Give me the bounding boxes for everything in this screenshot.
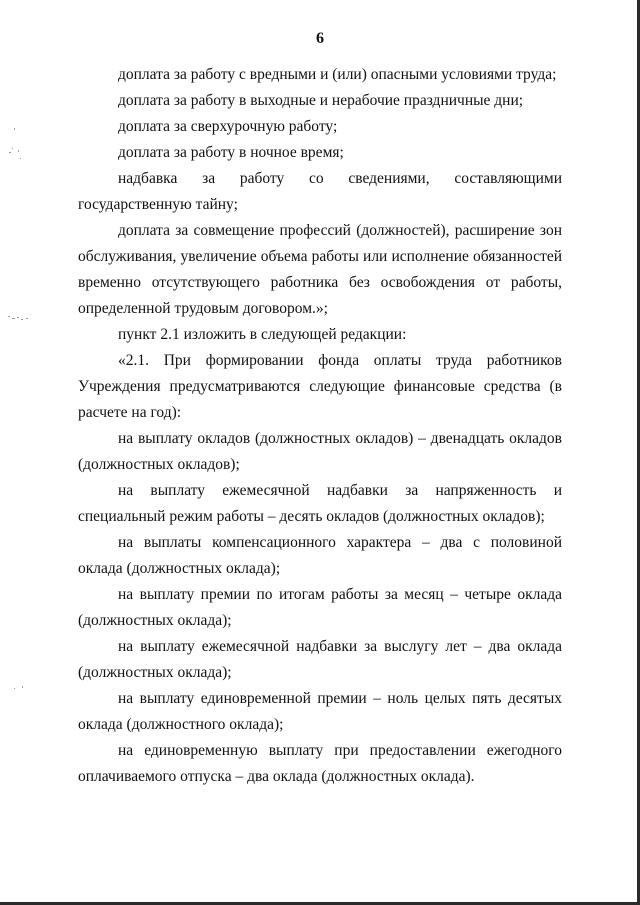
paragraph: на выплату единовременной премии – ноль целых пять десятых оклада (должностного оклада); (78, 690, 562, 733)
paragraph: доплата за работу в ночное время; (118, 144, 344, 161)
paragraph: на выплату окладов (должностных окладов) – двенадцать окладов (должностных окладов); (78, 430, 562, 473)
paragraph: доплата за работу с вредными и (или) опасными условиями труда; (118, 66, 557, 83)
paragraph: на выплату ежемесячной надбавки за выслугу лет – два оклада (должностных оклада); (78, 638, 562, 681)
paragraph: доплата за работу в выходные и нерабочие праздничные дни; (118, 92, 524, 109)
document-body (78, 62, 562, 790)
paragraph: доплата за сверхурочную работу; (118, 118, 338, 135)
paragraph: на единовременную выплату при предоставлении ежегодного оплачиваемого отпуска – два оклада (должностных оклада). (78, 742, 562, 785)
paragraph: на выплату ежемесячной надбавки за напряженность и специальный режим работы – десять окладов (должностных окладов); (78, 482, 562, 525)
paragraph: надбавка за работу со сведениями, составляющими государственную тайну; (78, 170, 562, 213)
paragraph: доплата за совмещение профессий (должностей), расширение зон обслуживания, увеличение объема работы или исполнение обязанностей временно отсутствующего работника без освобождения от работы, определенной трудовым договором.»; (78, 222, 562, 317)
page-number: 6 (316, 30, 324, 47)
paragraph: пункт 2.1 изложить в следующей редакции: (118, 326, 407, 343)
paragraph: на выплаты компенсационного характера – два с половиной оклада (должностных оклада); (78, 534, 562, 577)
paragraph: на выплату премии по итогам работы за месяц – четыре оклада (должностных оклада); (78, 586, 562, 629)
scan-artifacts (0, 0, 40, 905)
paragraph: «2.1. При формировании фонда оплаты труда работников Учреждения предусматриваются следующие финансовые средства (в расчете на год): (78, 352, 562, 421)
